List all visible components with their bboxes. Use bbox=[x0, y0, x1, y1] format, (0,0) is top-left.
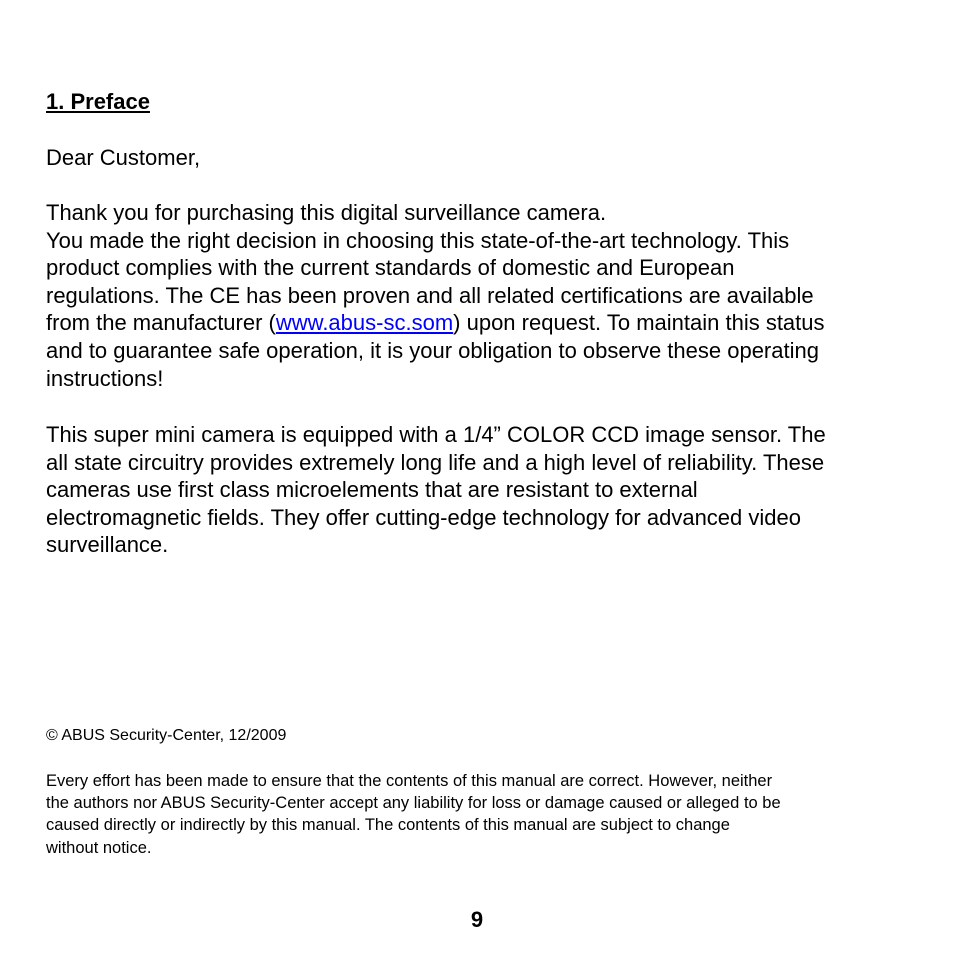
paragraph-line: and to guarantee safe operation, it is your obligation to observe these operating bbox=[46, 337, 819, 363]
paragraph-line: Thank you for purchasing this digital surveillance camera. bbox=[46, 200, 607, 225]
disclaimer-line: the authors nor ABUS Security-Center accept any liability for loss or damage caused or alleged to be bbox=[46, 794, 781, 813]
link-prefix-text: from the manufacturer ( bbox=[46, 310, 276, 336]
paragraph-line: regulations. The CE has been proven and all related certifications are available bbox=[46, 282, 814, 308]
camera-description-paragraph bbox=[46, 421, 826, 559]
copyright-notice: © ABUS Security-Center, 12/2009 bbox=[46, 727, 287, 744]
paragraph-line: all state circuitry provides extremely long life and a high level of reliability. These bbox=[46, 449, 825, 475]
paragraph-line: surveillance. bbox=[46, 532, 169, 558]
section-heading: 1. Preface bbox=[46, 89, 150, 114]
manual-page bbox=[46, 0, 926, 954]
paragraph-line: product complies with the current standards of domestic and European bbox=[46, 255, 735, 281]
paragraph-line: cameras use first class microelements that are resistant to external bbox=[46, 477, 698, 503]
disclaimer-line: without notice. bbox=[46, 838, 152, 857]
link-suffix-text: ) upon request. To maintain this status bbox=[453, 310, 825, 336]
disclaimer-line: Every effort has been made to ensure that the contents of this manual are correct. However, neither bbox=[46, 772, 773, 790]
paragraph-line: instructions! bbox=[46, 365, 164, 391]
intro-paragraph bbox=[46, 199, 825, 392]
paragraph-line-with-link bbox=[46, 309, 825, 337]
paragraph-line: This super mini camera is equipped with a 1/4” COLOR CCD image sensor. The bbox=[46, 422, 826, 447]
disclaimer-line: caused directly or indirectly by this manual. The contents of this manual are subject to change bbox=[46, 816, 730, 835]
manufacturer-website-link[interactable]: www.abus-sc.som bbox=[275, 310, 454, 336]
paragraph-line: electromagnetic fields. They offer cutting-edge technology for advanced video bbox=[46, 504, 801, 530]
greeting: Dear Customer, bbox=[46, 145, 201, 170]
disclaimer bbox=[46, 770, 781, 859]
paragraph-line: You made the right decision in choosing this state-of-the-art technology. This bbox=[46, 227, 790, 253]
page-number: 9 bbox=[470, 907, 484, 932]
